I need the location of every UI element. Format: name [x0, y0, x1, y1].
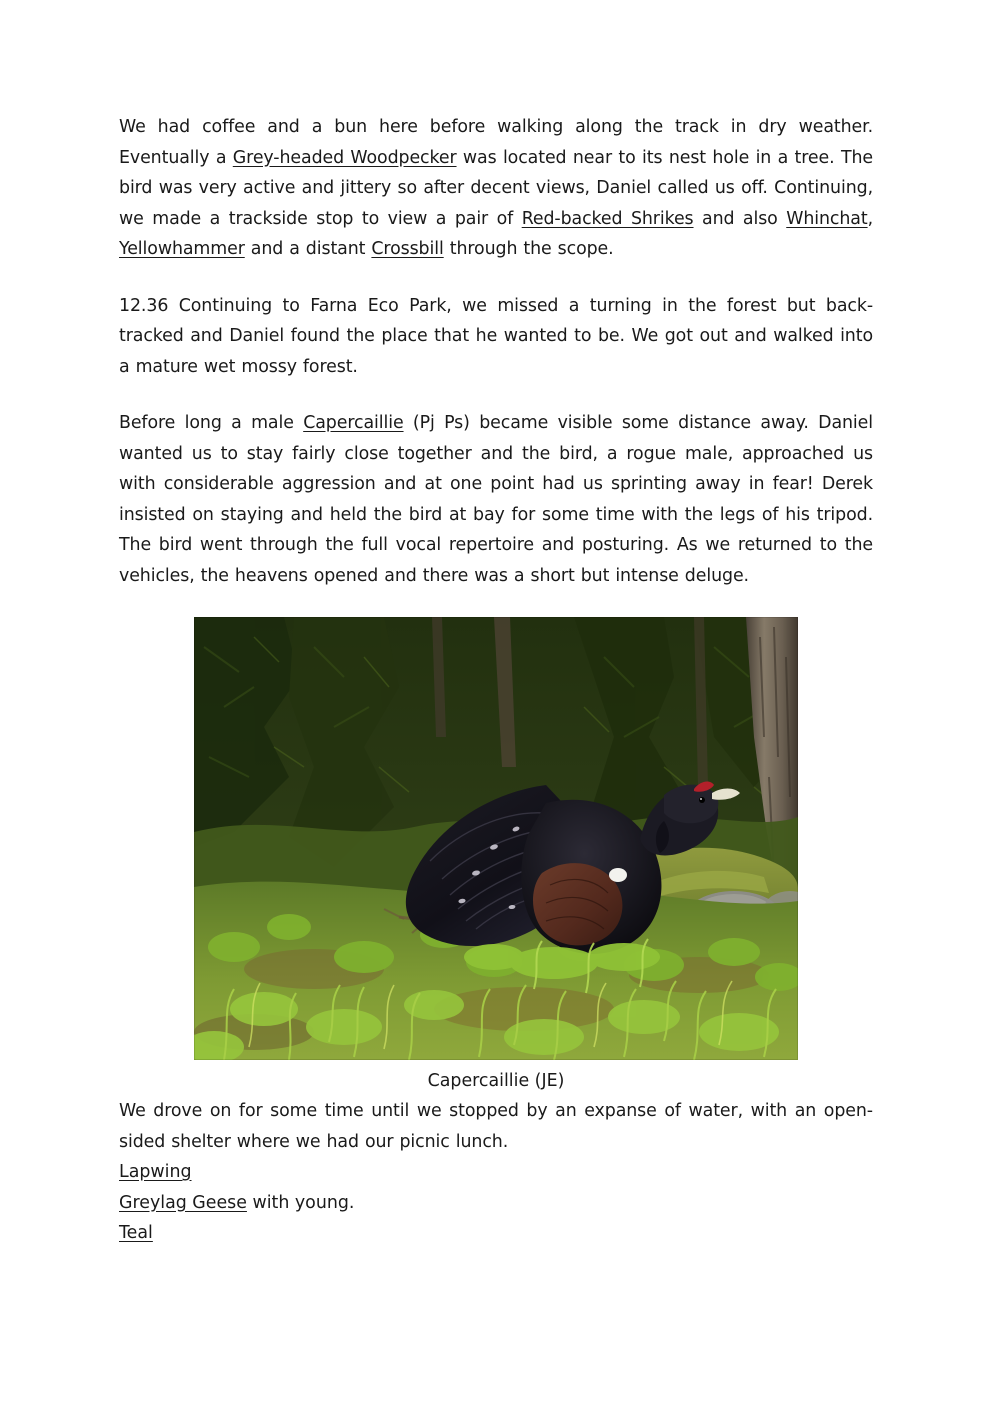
species-item-greylag-geese — [119, 1188, 873, 1219]
paragraph-3 — [119, 408, 873, 591]
capercaillie-photo — [194, 617, 798, 1060]
underlined-text: Red-backed Shrikes — [521, 208, 694, 229]
underlined-text: Grey-headed Woodpecker — [232, 147, 457, 168]
document-body — [119, 112, 873, 1249]
body-text: and also — [693, 208, 787, 229]
figure-caption: Capercaillie (JE) — [427, 1071, 565, 1091]
species-item-teal — [119, 1218, 873, 1249]
underlined-text: Lapwing — [119, 1162, 192, 1182]
body-text: 12.36 Continuing to Farna Eco Park, we missed a turning in the forest but back-tracked and Daniel found the place that he wanted to be. We got out and walked into a mature wet mossy forest. — [119, 295, 873, 377]
underlined-text: Whinchat — [786, 208, 868, 229]
body-text: was located near to its nest hole in a tree. The bird was very active and jittery so after decent views, Daniel called us off. Continuing, we made a trackside stop to view a pair of — [119, 147, 873, 229]
underlined-text: Greylag Geese — [119, 1192, 247, 1213]
body-text: We had coffee and a bun here before walking along the track in dry weather. Eventually a — [119, 117, 873, 168]
species-item-lapwing — [119, 1157, 873, 1188]
capercaillie-figure — [119, 617, 873, 1096]
body-text: and a distant — [244, 239, 372, 259]
body-text: We drove on for some time until we stopped by an expanse of water, with an open-sided shelter where we had our picnic lunch. — [119, 1101, 873, 1152]
paragraph-4 — [119, 1096, 873, 1157]
underlined-text: Crossbill — [371, 239, 444, 259]
paragraph-1 — [119, 112, 873, 265]
body-text: Before long a male — [119, 413, 304, 433]
underlined-text: Capercaillie — [303, 413, 404, 433]
body-text: (Pj Ps) became visible some distance away. Daniel wanted us to stay fairly close together and the bird, a rogue male, approached us with considerable aggression and at one point had us sprinting away in fear! Derek insisted on staying and held the bird at bay for some time with the legs of his tripod. The bird went through the full vocal repertoire and posturing. As we returned to the vehicles, the heavens opened and there was a short but intense deluge. — [119, 413, 873, 586]
paragraph-2 — [119, 291, 873, 383]
body-text: through the scope. — [443, 239, 614, 259]
underlined-text: Yellowhammer — [119, 239, 245, 259]
underlined-text: Teal — [119, 1223, 153, 1243]
body-text: , — [867, 208, 874, 229]
body-text: with young. — [246, 1192, 355, 1213]
